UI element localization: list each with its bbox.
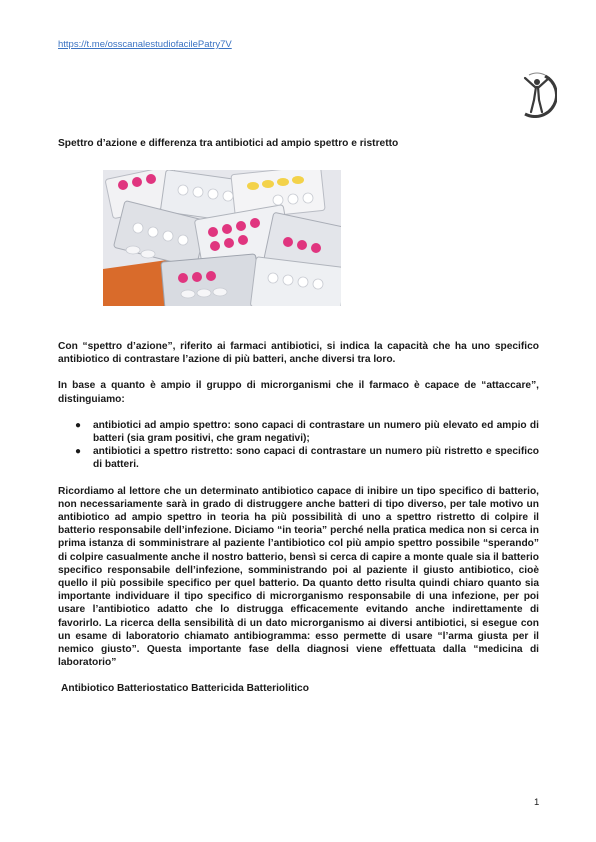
list-item-text: antibiotici ad ampio spettro: sono capaci di contrastare un numero più elevato ed ampio di batteri (sia gram positivi, che gram negativi);	[93, 419, 539, 445]
explanation-paragraph: Ricordiamo al lettore che un determinato antibiotico capace di inibire un tipo specifico di batterio, non necessariamente sarà in grado di distruggere anche batteri di tipo diverso, per tale motivo un antibiotico ad ampio spettro in teoria ha più possibilità di uno a spettro ristretto di colpire il batterio responsabile dell’infezione. Diciamo “in teoria” perché nella pratica medica non si cerca in prima istanza di somministrare al paziente l’antibiotico col più ampio spettro possibile “sperando” di colpire casualmente anche il nostro batterio, bensì si cerca di capire a monte quale sia il batterio specifico responsabile dell’infezione, somministrando poi al paziente il giusto antibiotico, cioè quello il più possibile specifico per quel batterio. Da quanto detto risulta quindi chiaro quanto sia importante individuare il tipo specifico di microrganismo responsabile di una infezione, per poi usare l’antibiotico adatto che lo distrugga efficacemente evitando anche indirettamente di favorirlo. La ricerca della sensibilità di un dato microrganismo ai diversi antibiotici, si esegue con un esame di laboratorio chiamato antibiogramma: esso permette di usare “l’arma giusta per il nemico giusto”. Questa importante fase della diagnosi viene effettuata dalla “medicina di laboratorio”	[58, 485, 539, 669]
pills-photo-illustration	[103, 170, 341, 306]
bullet-icon: ●	[75, 446, 82, 458]
document-title: Spettro d’azione e differenza tra antibiotici ad ampio spettro e ristretto	[58, 138, 399, 149]
antibiotic-types-list	[58, 419, 539, 472]
intro-paragraph: Con “spettro d’azione”, riferito ai farmaci antibiotici, si indica la capacità che ha uno specifico antibiotico di contrastare l’azione di più batteri, anche diversi tra loro.	[58, 341, 539, 366]
list-item-text: antibiotici a spettro ristretto: sono capaci di contrastare un numero più ristretto e specifico di batteri.	[93, 446, 539, 471]
list-item	[58, 419, 539, 445]
bullet-icon: ●	[75, 419, 82, 431]
pills-photo	[103, 170, 341, 306]
list-item	[58, 445, 539, 471]
document-body	[58, 340, 539, 696]
page-number: 1	[534, 797, 540, 808]
telegram-link[interactable]: https://t.me/osscanalestudiofacilePatry7V	[58, 39, 232, 50]
logo-icon	[515, 70, 557, 118]
terms-line: Antibiotico Batteriostatico Battericida Batteriolitico	[61, 683, 309, 695]
classification-paragraph: In base a quanto è ampio il gruppo di microrganismi che il farmaco è capace de “attaccare”, distinguiamo:	[58, 380, 539, 405]
